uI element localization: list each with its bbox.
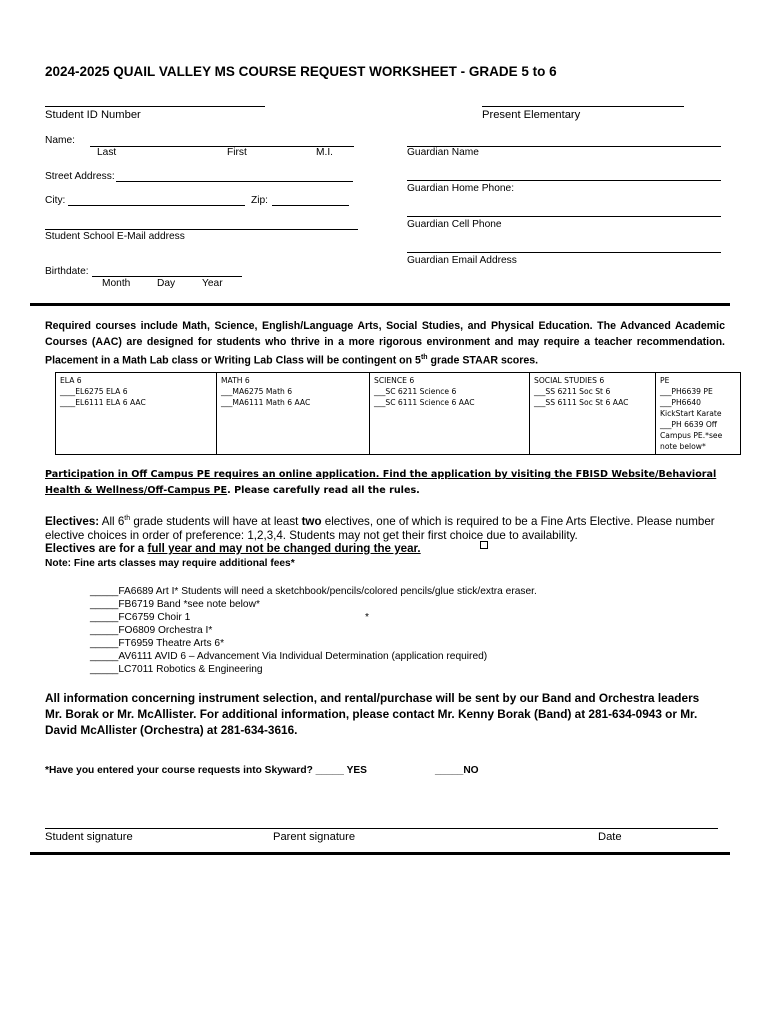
birth-month-label: Month xyxy=(102,278,131,289)
electives-sup: th xyxy=(124,515,131,522)
course-cell-math xyxy=(217,373,370,455)
required-courses-main: Required courses include Math, Science, English/Language Arts, Social Studies, and Physical Education. The Advanced Academic Courses (AAC) are designed for students who thrive in a more rigorous environment and may require a teacher recommendation. Placement in a Math Lab class or Writing Lab Class will be contingent on 5 xyxy=(45,320,725,367)
section-divider xyxy=(30,303,730,306)
guardian-home-phone-label: Guardian Home Phone: xyxy=(407,183,515,194)
present-elementary-line[interactable] xyxy=(482,106,684,107)
name-mi-label: M.I. xyxy=(316,147,333,158)
course-header-ela: ELA 6 xyxy=(60,376,82,385)
guardian-email-label: Guardian Email Address xyxy=(407,255,517,266)
elective-item[interactable]: _____FC6759 Choir 1 xyxy=(90,612,191,623)
electives-paragraph xyxy=(45,512,735,543)
required-courses-sup: th xyxy=(420,354,428,361)
electives-text-1: All 6 xyxy=(99,514,125,528)
electives-full-year xyxy=(45,542,421,555)
electives-two: two xyxy=(301,514,322,528)
street-line[interactable] xyxy=(116,181,353,182)
bottom-divider xyxy=(30,852,730,855)
course-option[interactable]: ___SS 6211 Soc St 6 xyxy=(534,387,611,396)
student-id-line[interactable] xyxy=(45,106,265,107)
skyward-no[interactable]: _____NO xyxy=(435,765,479,776)
name-label: Name: xyxy=(45,135,76,146)
course-cell-science xyxy=(370,373,530,455)
course-option[interactable]: ___PH 6639 Off Campus PE.*see note below* xyxy=(660,420,723,451)
page-title: 2024-2025 QUAIL VALLEY MS COURSE REQUEST WORKSHEET - GRADE 5 to 6 xyxy=(45,64,557,79)
skyward-question[interactable]: *Have you entered your course requests into Skyward? _____ YES xyxy=(45,765,367,776)
student-signature-label: Student signature xyxy=(45,831,133,843)
course-option[interactable]: ___MA6111 Math 6 AAC xyxy=(221,398,311,407)
course-header-pe: PE xyxy=(660,376,670,385)
city-label: City: xyxy=(45,195,66,206)
electives-full-year-a: Electives are for a xyxy=(45,542,148,555)
elective-item[interactable]: _____LC7011 Robotics & Engineering xyxy=(90,664,263,675)
birthdate-line[interactable] xyxy=(92,276,242,277)
electives-text-3: electives, one of which is required to be a Fine Arts Elective. Please number elective choices in order of preference: 1,2,3,4. Students may not get their first choice due to availability. xyxy=(45,514,715,542)
zip-line[interactable] xyxy=(272,205,349,206)
electives-label: Electives: xyxy=(45,514,100,528)
course-option[interactable]: ___PH6640 KickStart Karate xyxy=(660,398,722,418)
offcampus-pe-note xyxy=(45,467,735,499)
guardian-cell-line[interactable] xyxy=(407,216,721,217)
course-header-math: MATH 6 xyxy=(221,376,250,385)
offcampus-pe-rest: . Please carefully read all the rules. xyxy=(227,485,420,496)
student-id-label: Student ID Number xyxy=(45,109,141,121)
zip-label: Zip: xyxy=(251,195,268,206)
course-header-science: SCIENCE 6 xyxy=(374,376,415,385)
birth-year-label: Year xyxy=(202,278,223,289)
birth-day-label: Day xyxy=(157,278,176,289)
course-option[interactable]: ___SC 6111 Science 6 AAC xyxy=(374,398,475,407)
course-option[interactable]: ___MA6275 Math 6 xyxy=(221,387,293,396)
course-table xyxy=(55,372,741,455)
course-cell-ela xyxy=(56,373,217,455)
elective-item[interactable]: _____FA6689 Art I* Students will need a sketchbook/pencils/colored pencils/glue stick/extra eraser. xyxy=(90,586,537,597)
course-cell-pe xyxy=(656,373,741,455)
birthdate-label: Birthdate: xyxy=(45,266,89,277)
name-line[interactable] xyxy=(90,146,354,147)
street-label: Street Address: xyxy=(45,171,115,182)
elective-item[interactable]: _____FO6809 Orchestra I* xyxy=(90,625,213,636)
signature-line[interactable] xyxy=(45,828,718,829)
city-line[interactable] xyxy=(68,205,245,206)
present-elementary-label: Present Elementary xyxy=(482,109,581,121)
student-email-line[interactable] xyxy=(45,229,358,230)
course-cell-social-studies xyxy=(530,373,656,455)
course-header-social-studies: SOCIAL STUDIES 6 xyxy=(534,376,605,385)
name-last-label: Last xyxy=(97,147,117,158)
choir-asterisk: * xyxy=(365,612,369,623)
guardian-home-phone-line[interactable] xyxy=(407,180,721,181)
elective-item[interactable]: _____FB6719 Band *see note below* xyxy=(90,599,260,610)
course-option[interactable]: ___SS 6111 Soc St 6 AAC xyxy=(534,398,629,407)
guardian-name-label: Guardian Name xyxy=(407,147,479,158)
guardian-email-line[interactable] xyxy=(407,252,721,253)
required-courses-end: grade STAAR scores. xyxy=(427,354,539,367)
course-option[interactable]: ___PH6639 PE xyxy=(660,387,713,396)
elective-item[interactable]: _____AV6111 AVID 6 – Advancement Via Individual Determination (application required) xyxy=(90,651,488,662)
checkbox-icon[interactable] xyxy=(480,541,488,549)
band-orchestra-info: All information concerning instrument selection, and rental/purchase will be sent by our Band and Orchestra leaders Mr. Borak or Mr. McAllister. For additional information, please contact Mr. Kenny Borak (Band) at 281-634-0943 or Mr. David McAllister (Orchestra) at 281-634-3616. xyxy=(45,691,700,737)
course-option[interactable]: ___SC 6211 Science 6 xyxy=(374,387,457,396)
course-option[interactable]: ____EL6111 ELA 6 AAC xyxy=(60,398,146,407)
course-option[interactable]: ____EL6275 ELA 6 xyxy=(60,387,128,396)
offcampus-pe-link[interactable]: Participation in Off Campus PE requires an online application. Find the application by visiting the FBISD Website/Behavioral Health & Wellness/Off-Campus PE xyxy=(45,469,717,496)
parent-signature-label: Parent signature xyxy=(273,831,356,843)
date-label: Date xyxy=(598,831,622,843)
electives-text-2: grade students will have at least xyxy=(130,514,302,528)
electives-full-year-b: full year and may not be changed during the year. xyxy=(147,542,421,555)
guardian-cell-label: Guardian Cell Phone xyxy=(407,219,502,230)
student-email-label: Student School E-Mail address xyxy=(45,231,185,242)
required-courses-text xyxy=(45,318,725,369)
fine-arts-note: Note: Fine arts classes may require additional fees* xyxy=(45,558,295,569)
name-first-label: First xyxy=(227,147,247,158)
elective-item[interactable]: _____FT6959 Theatre Arts 6* xyxy=(90,638,225,649)
